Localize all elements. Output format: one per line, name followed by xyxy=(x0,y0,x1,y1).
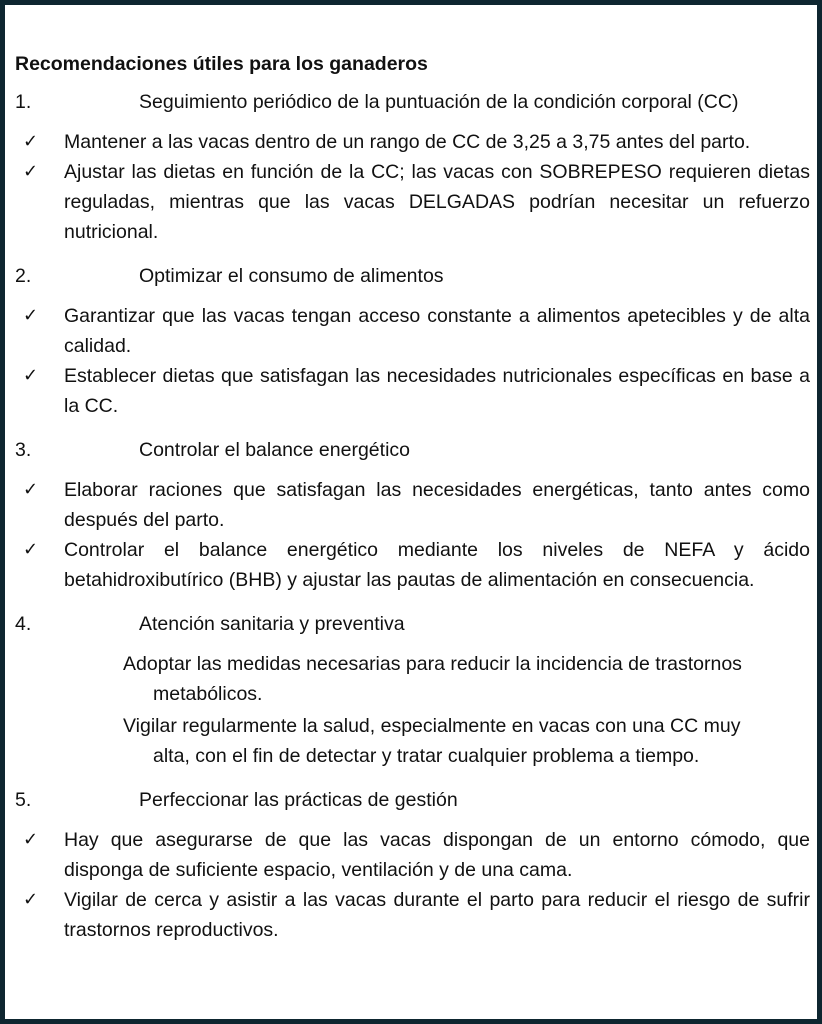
checkmark-icon: ✓ xyxy=(23,131,39,152)
document-content xyxy=(15,49,810,951)
checkmark-icon: ✓ xyxy=(23,539,39,560)
section-heading-text: Optimizar el consumo de alimentos xyxy=(139,265,444,287)
list-item xyxy=(15,535,810,595)
list-item-text: Establecer dietas que satisfagan las necesidades nutricionales específicas en base a la CC. xyxy=(64,365,810,417)
list-item-text: Elaborar raciones que satisfagan las necesidades energéticas, tanto antes como después del parto. xyxy=(64,479,810,531)
list-item-text: Vigilar de cerca y asistir a las vacas durante el parto para reducir el riesgo de sufrir trastornos reproductivos. xyxy=(64,889,810,941)
section-heading xyxy=(15,435,810,465)
section-heading-text: Controlar el balance energético xyxy=(139,439,411,461)
list-item xyxy=(15,361,810,421)
checkmark-icon: ✓ xyxy=(23,829,39,850)
document-frame xyxy=(5,5,817,1019)
list-item-text: Adoptar las medidas necesarias para reducir la incidencia de trastornos xyxy=(123,653,742,675)
section-4 xyxy=(15,609,810,771)
section-heading-text: Atención sanitaria y preventiva xyxy=(139,613,405,635)
section-number: 3. xyxy=(15,439,32,461)
section-1 xyxy=(15,87,810,247)
section-number: 4. xyxy=(15,613,32,635)
list-item-text-continued: alta, con el fin de detectar y tratar cualquier problema a tiempo. xyxy=(153,745,700,767)
checkmark-icon: ✓ xyxy=(23,479,39,500)
section-heading xyxy=(15,87,810,117)
section-heading-text: Perfeccionar las prácticas de gestión xyxy=(139,789,458,811)
section-number: 5. xyxy=(15,789,32,811)
list-item xyxy=(15,127,810,157)
list-item-text: Mantener a las vacas dentro de un rango de CC de 3,25 a 3,75 antes del parto. xyxy=(64,131,751,153)
page-title: Recomendaciones útiles para los ganaderos xyxy=(15,53,428,75)
section-5 xyxy=(15,785,810,945)
section-heading xyxy=(15,609,810,639)
list-item xyxy=(15,301,810,361)
checkmark-icon: ✓ xyxy=(23,305,39,326)
list-item-text: Vigilar regularmente la salud, especialmente en vacas con una CC muy xyxy=(123,715,741,737)
list-item-text: Controlar el balance energético mediante los niveles de NEFA y ácido betahidroxibutírico (BHB) y ajustar las pautas de alimentación en consecuencia. xyxy=(64,539,810,591)
list-item-text-continued: metabólicos. xyxy=(153,683,263,705)
list-item xyxy=(15,475,810,535)
checkmark-icon: ✓ xyxy=(23,889,39,910)
list-item xyxy=(15,711,810,771)
checkmark-icon: ✓ xyxy=(23,161,39,182)
list-item xyxy=(15,157,810,247)
list-item xyxy=(15,885,810,945)
section-heading xyxy=(15,261,810,291)
list-item-text: Ajustar las dietas en función de la CC; las vacas con SOBREPESO requieren dietas reguladas, mientras que las vacas DELGADAS podrían necesitar un refuerzo nutricional. xyxy=(64,161,810,243)
section-heading-text: Seguimiento periódico de la puntuación de la condición corporal (CC) xyxy=(139,91,739,113)
list-item-text: Garantizar que las vacas tengan acceso constante a alimentos apetecibles y de alta calidad. xyxy=(64,305,810,357)
section-2 xyxy=(15,261,810,421)
list-item-text: Hay que asegurarse de que las vacas dispongan de un entorno cómodo, que disponga de suficiente espacio, ventilación y de una cama. xyxy=(64,829,810,881)
section-heading xyxy=(15,785,810,815)
section-3 xyxy=(15,435,810,595)
list-item xyxy=(15,649,810,709)
list-item xyxy=(15,825,810,885)
section-number: 2. xyxy=(15,265,32,287)
checkmark-icon: ✓ xyxy=(23,365,39,386)
section-number: 1. xyxy=(15,91,32,113)
